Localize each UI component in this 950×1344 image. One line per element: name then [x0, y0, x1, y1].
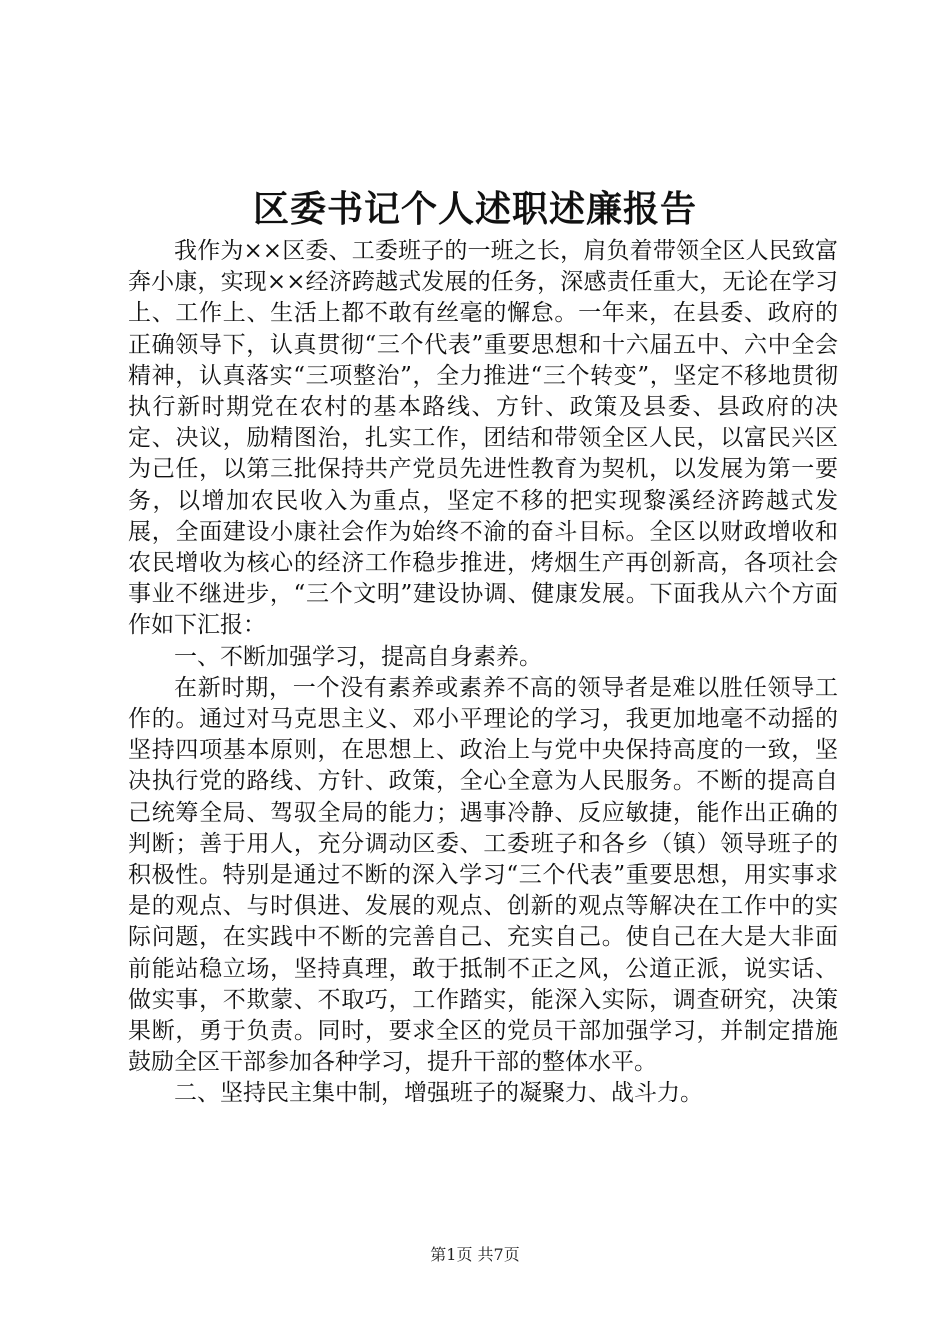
intro-paragraph: 我作为××区委、工委班子的一班之长，肩负着带领全区人民致富奔小康，实现××经济跨越式发展的任务，深感责任重大，无论在学习上、工作上、生活上都不敢有丝毫的懈怠。一年来，在县委、政府的正确领导下，认真贯彻“三个代表”重要思想和十六届五中、六中全会精神，认真落实“三项整治”，全力推进“三个转变”，坚定不移地贯彻执行新时期党在农村的基本路线、方针、政策及县委、县政府的决定、决议，励精图治，扎实工作，团结和带领全区人民，以富民兴区为己任，以第三批保持共产党员先进性教育为契机，以发展为第一要务，以增加农民收入为重点，坚定不移的把实现黎溪经济跨越式发展，全面建设小康社会作为始终不渝的奋斗目标。全区以财政增收和农民增收为核心的经济工作稳步推进，烤烟生产再创新高，各项社会事业不继进步，“三个文明”建设协调、健康发展。下面我从六个方面作如下汇报： — [128, 238, 838, 639]
section-heading-2: 二、坚持民主集中制，增强班子的凝聚力、战斗力。 — [174, 1080, 703, 1107]
section-1-paragraph: 在新时期，一个没有素养或素养不高的领导者是难以胜任领导工作的。通过对马克思主义、邓小平理论的学习，我更加地毫不动摇的坚持四项基本原则，在思想上、政治上与党中央保持高度的一致，坚决执行党的路线、方针、政策，全心全意为人民服务。不断的提高自己统筹全局、驾驭全局的能力；遇事冷静、反应敏捷，能作出正确的判断；善于用人，充分调动区委、工委班子和各乡（镇）领导班子的积极性。特别是通过不断的深入学习“三个代表”重要思想，用实事求是的观点、与时俱进、发展的观点、创新的观点等解决在工作中的实际问题，在实践中不断的完善自己、充实自己。使自己在大是大非面前能站稳立场，坚持真理，敢于抵制不正之风，公道正派，说实话、做实事，不欺蒙、不取巧，工作踏实，能深入实际，调查研究，决策果断，勇于负责。同时，要求全区的党员干部加强学习，并制定措施鼓励全区干部参加各种学习，提升干部的整体水平。 — [128, 674, 838, 1076]
page-number-footer: 第1页 共7页 — [430, 1245, 520, 1264]
document-body — [128, 236, 838, 1110]
document-title: 区委书记个人述职述廉报告 — [252, 188, 697, 230]
section-heading-1: 一、不断加强学习，提高自身素养。 — [174, 643, 542, 670]
